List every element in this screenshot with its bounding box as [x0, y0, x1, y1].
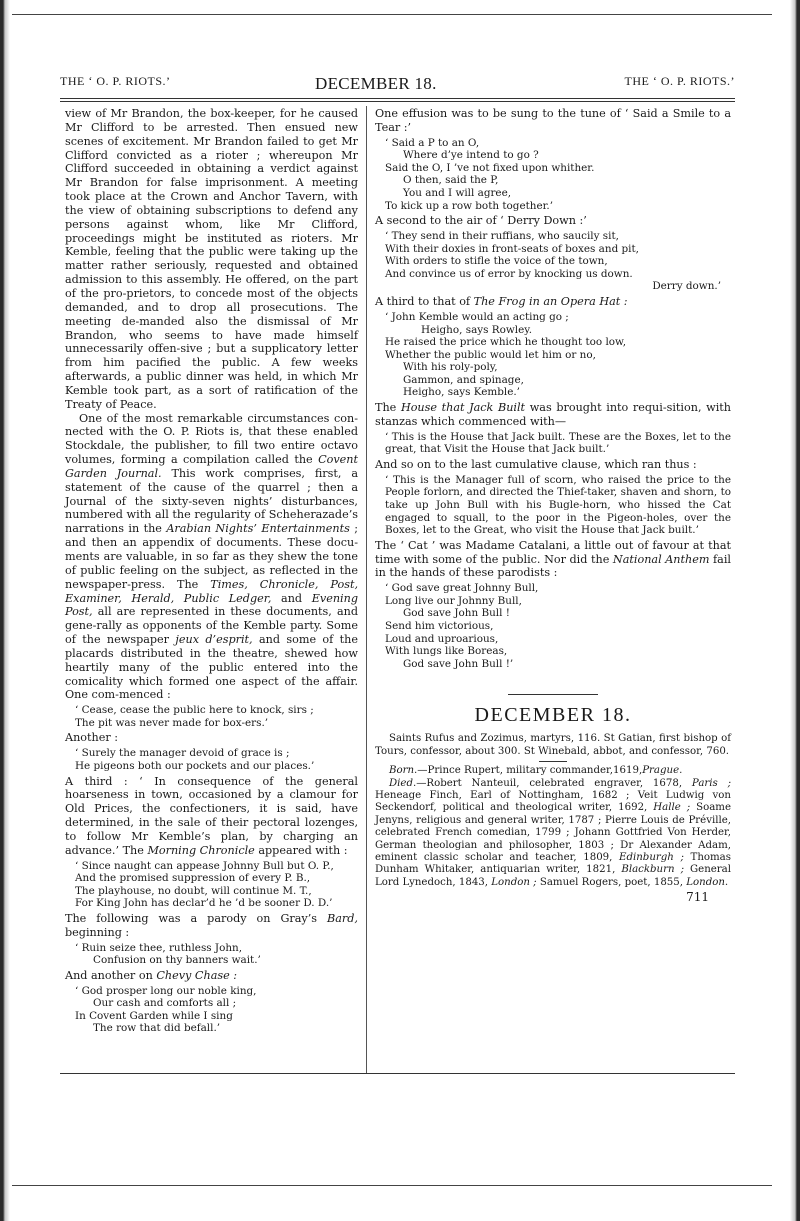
section-divider: [508, 694, 598, 695]
section-heading: DECEMBER 18.: [474, 704, 632, 727]
born-entry: Born.—Prince Rupert, military commander,1619,Prague.: [389, 765, 683, 777]
verse-quote: ‘ Since naught can appease Johnny Bull but O. P., And the promised suppression of every P. B., The playhouse, no doubt, will continue M. T., For King John has declar’d he ’d be sooner D. D.’: [75, 859, 334, 910]
footer-rule: [60, 1073, 735, 1074]
running-head-date: DECEMBER 18.: [315, 74, 437, 93]
verse-quote: ‘ Said a P to an O, Where d’ye intend to go ? Said the O, I ’ve not fixed upon whither. O then, said the P, You and I will agree, To kick up a row both together.’: [385, 136, 595, 212]
paragraph: The House that Jack Built was brought into requi-sition, with stanzas which commenced with—: [375, 401, 731, 428]
paragraph: One effusion was to be sung to the tune of ‘ Said a Smile to a Tear :’: [375, 107, 731, 134]
running-head-right: THE ‘ O. P. RIOTS.’: [624, 74, 735, 88]
page-number: 711: [686, 890, 709, 905]
running-head-left: THE ‘ O. P. RIOTS.’: [60, 74, 171, 88]
right-column: [375, 107, 731, 905]
header-rule: [60, 98, 735, 99]
paragraph: A third : ‘ In consequence of the general hoarseness in town, occasioned by a clamour for Old Prices, the confectioners, it is said, have determined, in the sale of their pectoral lozenges, to follow Mr Kemble’s plan, by charging an advance.’ The Morning Chronicle appeared with :: [65, 774, 358, 857]
quoted-prose: ‘ This is the Manager full of scorn, who raised the price to the People forlorn, and directed the Thief-taker, shaven and shorn, to take up John Bull with his Bugle-horn, who hissed the Cat engaged to squall, to the poor in the Pigeon-holes, over the Boxes, let to the Great, who visit the House that Jack built.’: [385, 473, 731, 537]
paragraph: And another on Chevy Chase :: [65, 968, 238, 982]
paragraph: Another :: [65, 731, 119, 745]
saints-entry: Saints Rufus and Zozimus, martyrs, 116. St Gatian, first bishop of Tours, confessor, about 300. St Winebald, abbot, and confessor, 760.: [375, 733, 731, 757]
scan-top-line: [12, 14, 772, 15]
verse-quote: ‘ Cease, cease the public here to knock, sirs ; The pit was never made for box-ers.’: [75, 704, 314, 729]
verse-quote: ‘ John Kemble would an acting go ; Heigho, says Rowley. He raised the price which he thought too low, Whether the public would let him or no, With his roly-poly, Gammon, and spinage, Heigho, says Kemble.’: [385, 310, 627, 399]
paragraph: A second to the air of ‘ Derry Down :’: [375, 214, 587, 228]
running-header: [60, 74, 735, 96]
verse-quote: ‘ Ruin seize thee, ruthless John, Confusion on thy banners wait.’: [75, 941, 261, 967]
paragraph: view of Mr Brandon, the box-keeper, for he caused Mr Clifford to be arrested. Then ensued new scenes of excitement. Mr Brandon failed to get Mr Clifford convicted as a rioter ; whereupon Mr Clifford succeeded in obtaining a verdict against Mr Brandon for false imprisonment. A meeting took place at the Crown and Anchor Tavern, with the view of obtaining subscriptions to defend any persons against whom, like Mr Clifford, proceedings might be instituted as rioters. Mr Kemble, feeling that the public were taking up the matter rather seriously, requested and obtained admission to this assembly. He offered, on the part of the pro-prietors, to concede most of the objects demanded, and to drop all prosecutions. The meeting de-manded also the dismissal of Mr Brandon, who seems to have made himself unnecessarily offen-sive ; but a supplicatory letter from him pacified the public. A few weeks afterwards, a public dinner was held, in which Mr Kemble took part, as a sort of ratification of the Treaty of Peace.: [65, 107, 358, 411]
verse-quote: ‘ God prosper long our noble king, Our cash and comforts all ; In Covent Garden while I sing The row that did befall.’: [75, 984, 257, 1035]
paragraph: And so on to the last cumulative clause, which ran thus :: [375, 457, 697, 471]
left-column: [65, 107, 358, 1037]
quoted-prose: ‘ This is the House that Jack built. These are the Boxes, let to the great, that Visit the House that Jack built.’: [385, 430, 731, 456]
verse-quote: ‘ They send in their ruffians, who saucily sit, With their doxies in front-seats of boxes and pit, With orders to stifle the voice of the town, And convince us of error by knocking us down. Derry down.’: [385, 230, 721, 293]
verse-quote: ‘ God save great Johnny Bull, Long live our Johnny Bull, God save John Bull ! Send him victorious, Loud and uproarious, With lungs like Boreas, God save John Bull !’: [385, 582, 539, 670]
paragraph: A third to that of The Frog in an Opera Hat :: [375, 295, 628, 309]
minor-divider: [539, 761, 567, 762]
died-entry: Died.—Robert Nanteuil, celebrated engraver, 1678, Paris ; Heneage Finch, Earl of Nottingham, 1682 ; Veit Ludwig von Seckendorf, political and theological writer, 1692, Halle ; Soame Jenyns, religious and general writer, 1787 ; Pierre Louis de Préville, celebrated French comedian, 1799 ; Johann Gottfried Von Herder, German theologian and philosopher, 1803 ; Dr Alexander Adam, eminent classic scholar and teacher, 1809, Edinburgh ; Thomas Dunham Whitaker, antiquarian writer, 1821, Blackburn ; General Lord Lynedoch, 1843, London ; Samuel Rogers, poet, 1855, London.: [375, 777, 731, 888]
column-separator: [366, 106, 367, 1073]
book-page: [60, 64, 735, 1139]
paragraph: The following was a parody on Gray’s Bard, beginning :: [65, 911, 358, 939]
paragraph: One of the most remarkable circumstances con-nected with the O. P. Riots is, that these enabled Stockdale, the publisher, to fill two entire octavo volumes, forming a compilation called the Covent Garden Journal. This work comprises, first, a statement of the cause of the quarrel ; then a Journal of the sixty-seven nights’ disturbances, numbered with all the regularity of Scheherazade’s narrations in the Arabian Nights’ Entertainments ; and then an appendix of documents. These docu-ments are valuable, in so far as they shew the tone of public feeling on the subject, as reflected in the newspaper-press. The Times, Chronicle, Post, Examiner, Herald, Public Ledger, and Evening Post, all are represented in these documents, and gene-rally as opponents of the Kemble party. Some of the newspaper jeux d’esprit, and some of the placards distributed in the theatre, shewed how heartily many of the public entered into the comicality which formed one aspect of the affair. One com-menced :: [65, 411, 358, 702]
paragraph: The ‘ Cat ’ was Madame Catalani, a little out of favour at that time with some of the public. Nor did the National Anthem fail in the hands of these parodists :: [375, 538, 732, 580]
scan-bottom-line: [12, 1185, 772, 1186]
header-rule-inner: [60, 101, 735, 102]
left-binding-edge: [0, 0, 10, 1221]
verse-quote: ‘ Surely the manager devoid of grace is ; He pigeons both our pockets and our places.’: [75, 747, 315, 772]
right-binding-edge: [790, 0, 800, 1221]
